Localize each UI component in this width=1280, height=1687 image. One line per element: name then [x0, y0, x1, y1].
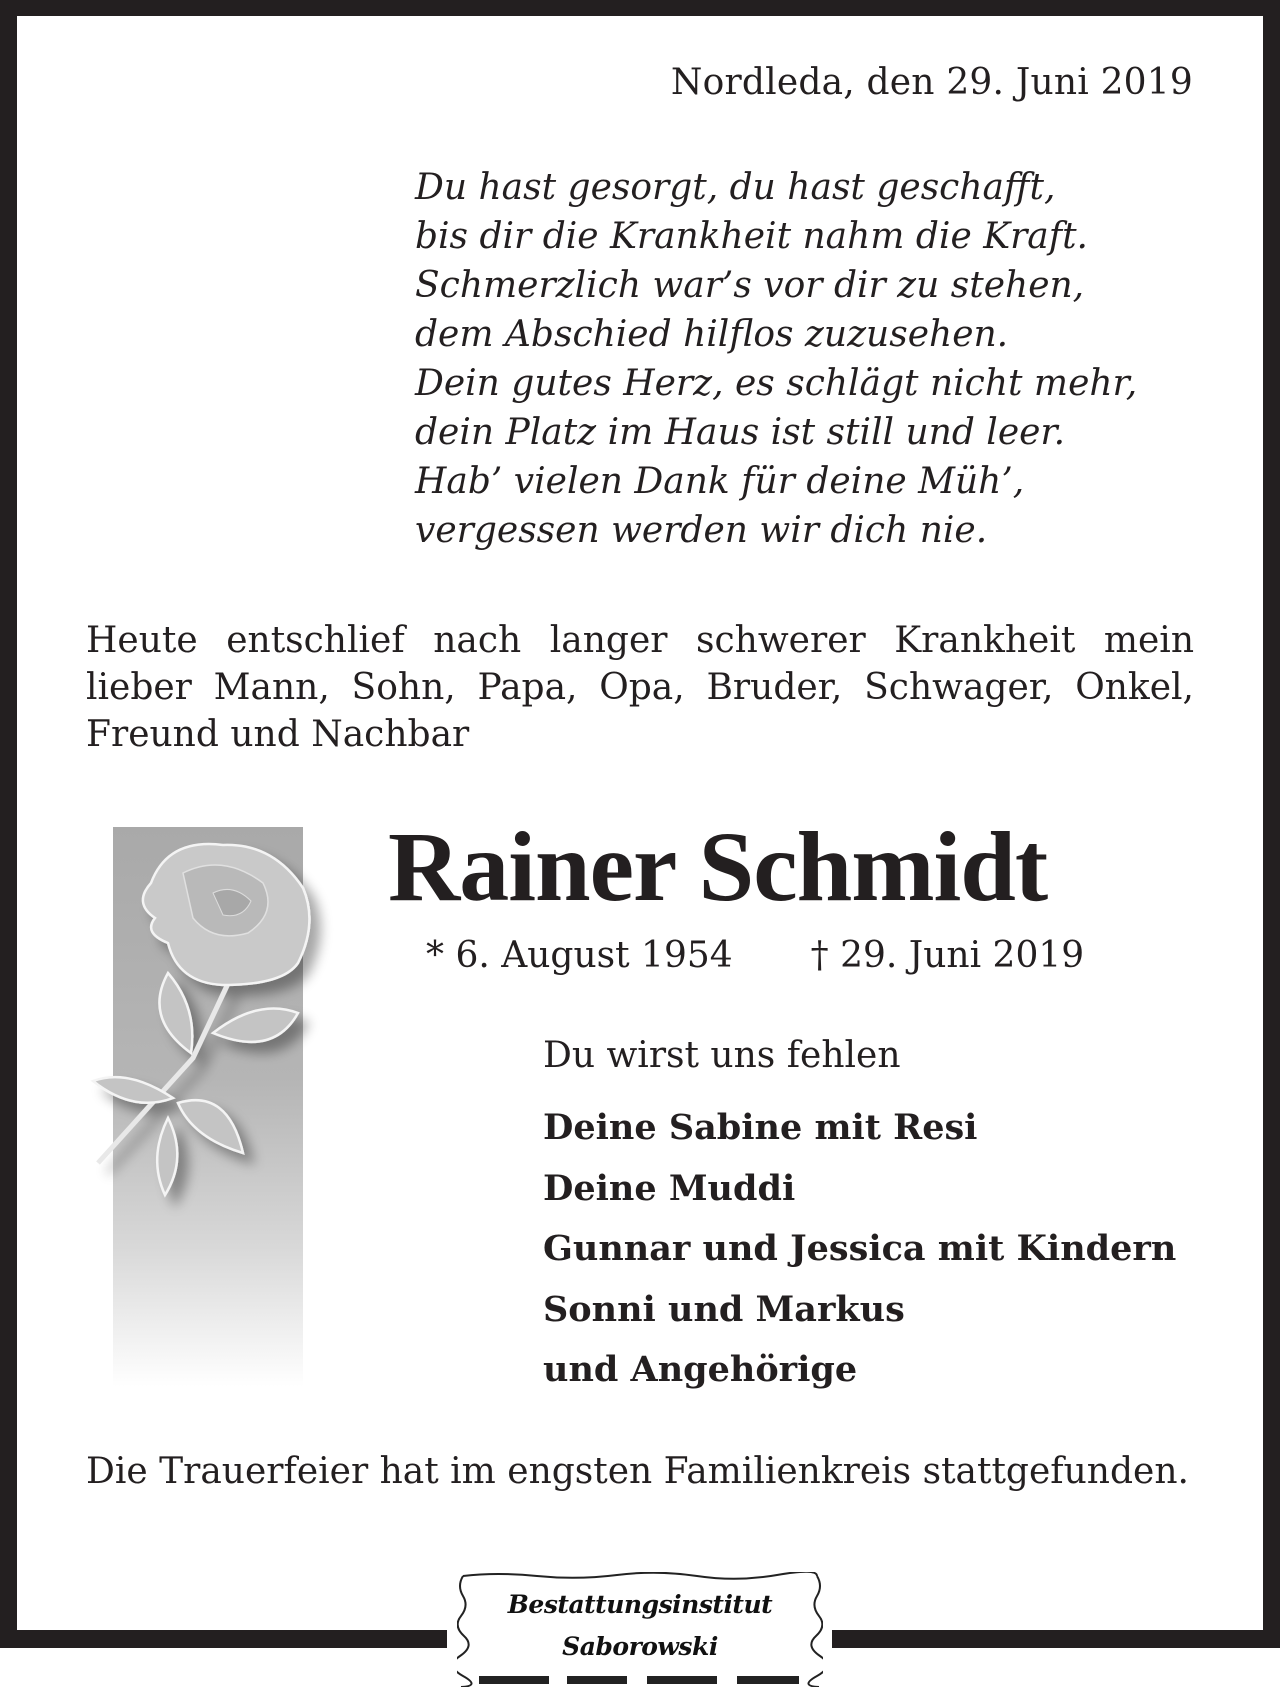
signatory: und Angehörige — [543, 1349, 858, 1390]
rose-icon — [73, 823, 353, 1403]
funeral-home-stamp — [457, 1572, 823, 1687]
poem-line: bis dir die Krankheit nahm die Kraft. — [415, 216, 1088, 257]
life-dates — [426, 935, 1084, 976]
death-date: † 29. Juni 2019 — [810, 935, 1085, 976]
signatory: Deine Sabine mit Resi — [543, 1107, 978, 1148]
signatories — [543, 1098, 1176, 1401]
poem-line: dein Platz im Haus ist still und leer. — [415, 412, 1066, 453]
rose-image — [73, 823, 353, 1403]
signatory: Sonni und Markus — [543, 1288, 905, 1330]
poem-line: Dein gutes Herz, es schlägt nicht mehr, — [415, 363, 1138, 404]
poem-line: Hab’ vielen Dank für deine Müh’, — [415, 461, 1025, 502]
funeral-home-line1: Bestattungsinstitut — [507, 1590, 773, 1619]
poem-line: dem Abschied hilflos zuzusehen. — [415, 314, 1009, 355]
ceremony-text: Die Trauerfeier hat im engsten Familienkreis stattgefunden. — [86, 1451, 1189, 1492]
poem-line: vergessen werden wir dich nie. — [415, 510, 988, 551]
funeral-home-name: Saborowski — [562, 1632, 718, 1661]
deceased-name: Rainer Schmidt — [388, 811, 1048, 922]
poem-line: Du hast gesorgt, du hast geschafft, — [415, 167, 1056, 208]
poem-line: Schmerzlich war’s vor dir zu stehen, — [415, 265, 1085, 306]
signatory: Deine Muddi — [543, 1167, 796, 1209]
birth-date: * 6. August 1954 — [426, 935, 733, 976]
place-date: Nordleda, den 29. Juni 2019 — [670, 62, 1193, 103]
closing-line: Du wirst uns fehlen — [543, 1035, 901, 1076]
signatory: Gunnar und Jessica mit Kindern — [543, 1228, 1177, 1269]
poem — [415, 163, 1137, 555]
intro-text: Heute entschlief nach langer schwerer Krankheit mein lieber Mann, Sohn, Papa, Opa, Bruder, Schwager, Onkel, Freund und Nachbar — [86, 620, 1194, 755]
